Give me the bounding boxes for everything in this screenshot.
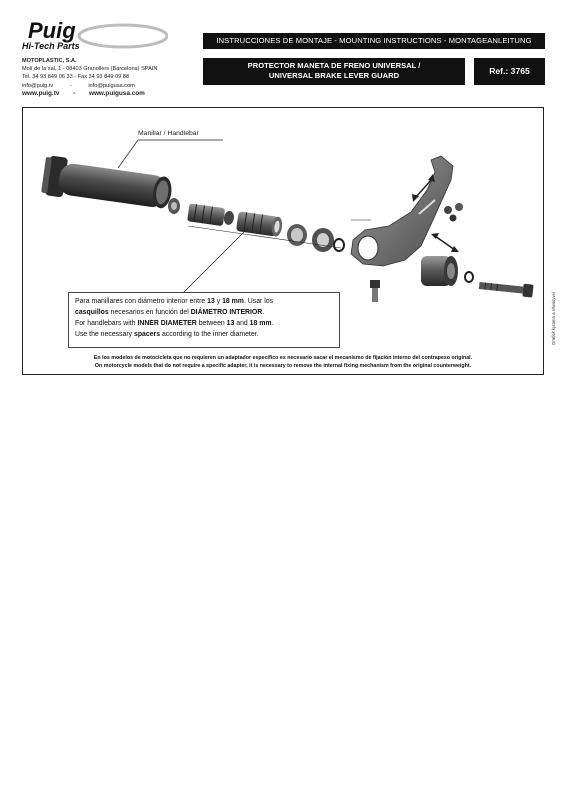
small-screws (444, 203, 463, 222)
counterweight-washer (465, 272, 473, 282)
mounting-bolt (370, 280, 380, 302)
email-primary[interactable]: info@puig.tv (22, 82, 54, 89)
note-en-1-and: and (234, 320, 250, 327)
logo-swoosh (79, 25, 167, 47)
adjust-arrow-horizontal (431, 233, 459, 252)
note-es-1-and: y (214, 298, 223, 305)
product-title-line-2: UNIVERSAL BRAKE LEVER GUARD (268, 71, 400, 80)
website-separator: - (73, 89, 76, 97)
company-name: MOTOPLASTIC, S.A. (22, 58, 77, 64)
note-en-1-text: For handlebars with (75, 320, 138, 327)
note-en-1-inner-diameter: INNER DIAMETER (137, 320, 197, 327)
note-en-1-end: . (271, 320, 274, 327)
note-en-2-end: according to the inner diameter. (160, 331, 259, 338)
note-en-1-max: 18 mm (249, 320, 272, 327)
note-es-2-diametro: DIÁMETRO INTERIOR (190, 309, 263, 316)
note-es-1-max: 18 mm (222, 298, 244, 305)
email-secondary[interactable]: info@puigusa.com (88, 82, 135, 89)
note-en-1-between: between (196, 320, 227, 327)
email-separator: - (69, 82, 72, 89)
counterweight (421, 256, 458, 286)
note-es-1-min: 13 (207, 298, 215, 305)
lever-guard (351, 156, 453, 266)
company-address: Molí de la sal, 1 - 08403 Granollers (Barcelona) SPAIN (22, 66, 158, 73)
assembly-diagram-frame (22, 107, 544, 375)
instructions-banner: INSTRUCCIONES DE MONTAJE - MOUNTING INSTRUCTIONS - MONTAGEANLEITUNG (203, 33, 545, 49)
company-emails (22, 82, 157, 90)
expander-part (187, 203, 235, 227)
puig-logo (18, 18, 168, 58)
note-leader-line (183, 228, 248, 293)
reference-number: Ref.: 3765 (474, 58, 545, 85)
washer (334, 239, 344, 251)
website-primary[interactable]: www.puig.tv (22, 89, 60, 97)
note-en-2-spacers: spacers (133, 331, 161, 338)
footnote-es: En los modelos de motocicleta que no requieren un adaptador específico es necesario sacar el mecanismo de fijación interno del contrapeso original. (93, 355, 473, 361)
spacer-note-box (68, 292, 340, 348)
product-title (203, 58, 465, 85)
handlebar-grip (41, 155, 174, 213)
note-en-line-2 (75, 329, 333, 340)
counterweight-footnote (23, 354, 543, 370)
website-secondary[interactable]: www.puigusa.com (88, 89, 145, 97)
company-info (22, 57, 157, 98)
product-title-line-1: PROTECTOR MANETA DE FRENO UNIVERSAL / (247, 61, 421, 70)
note-es-line-1 (75, 296, 333, 307)
handlebar-label: Manillar / Handlebar (138, 130, 199, 137)
company-phone: Tel. 34 93 849 06 33 - Fax 34 93 849 09 88 (22, 74, 129, 81)
note-es-1-end: . Usar los (243, 298, 274, 305)
note-en-line-1 (75, 318, 333, 329)
note-en-1-min: 13 (226, 320, 235, 327)
note-es-2-end: . (262, 309, 265, 316)
long-bolt (479, 279, 534, 298)
logo-tagline: Hi-Tech Parts (22, 41, 80, 51)
footnote-en: On motorcycle models that do not require a specific adapter, it is necessary to remove the internal fixing mechanism from the original counterweight. (94, 363, 472, 369)
side-credit: Grafisk kyrama a.Vlwairyvxl (551, 292, 556, 345)
note-es-2-casquillos: casquillos (75, 309, 109, 316)
spacer-ring-2 (312, 228, 334, 252)
handlebar-leader-line (118, 140, 138, 168)
end-nut (168, 198, 180, 214)
note-es-line-2 (75, 307, 333, 318)
logo-wordmark: Puig (28, 18, 76, 43)
note-es-2-text: necesarios en función del (108, 309, 191, 316)
note-en-2-text: Use the necessary (75, 331, 134, 338)
company-websites (22, 90, 157, 98)
note-es-1-text: Para manillares con diámetro interior entre (75, 298, 208, 305)
